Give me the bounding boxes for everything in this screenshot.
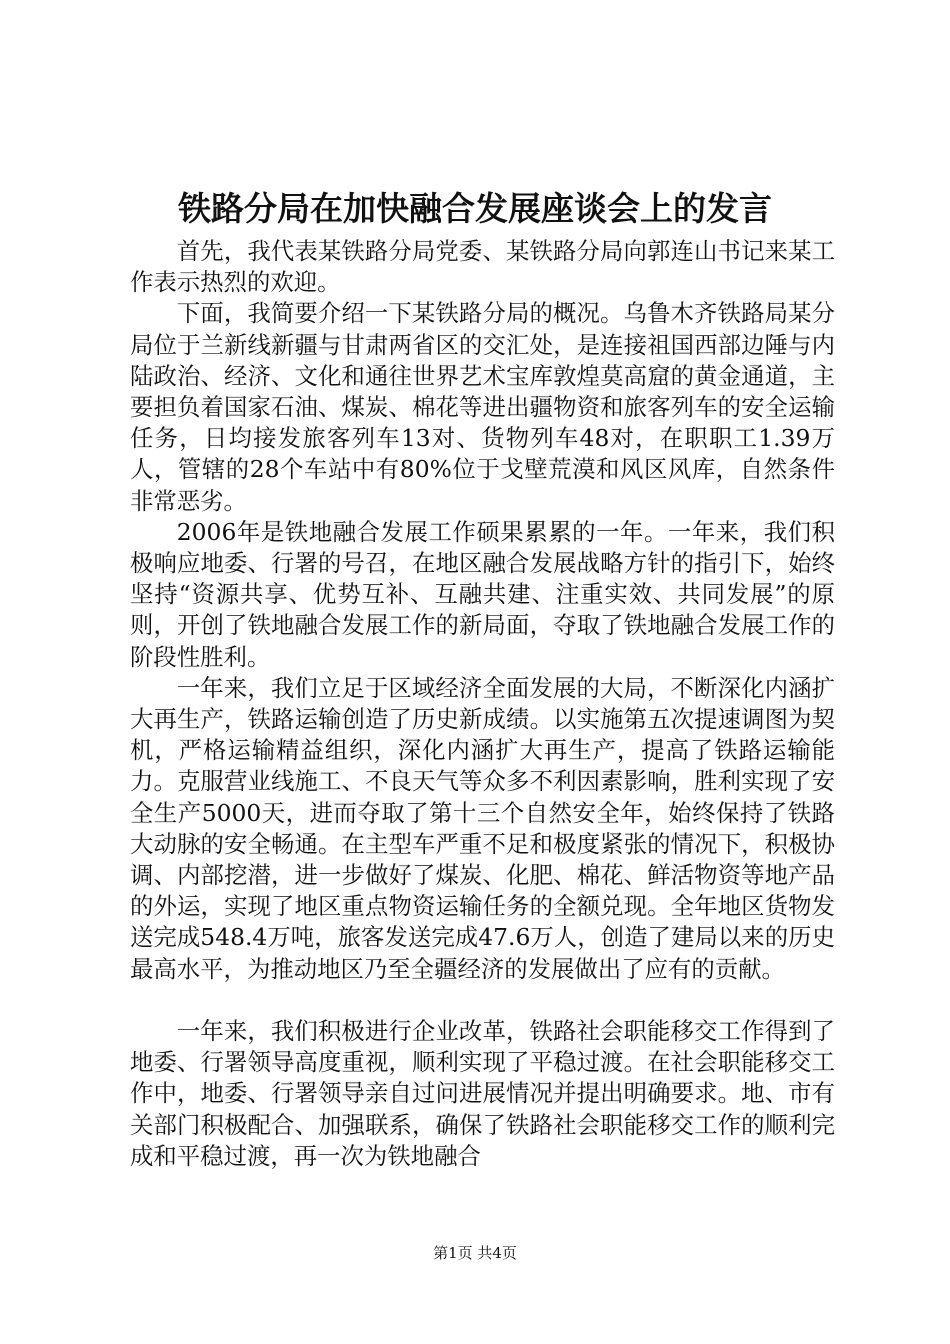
paragraph-welcome: 首先，我代表某铁路分局党委、某铁路分局向郭连山书记来某工作表示热烈的欢迎。 [130, 237, 835, 297]
page-number-footer: 第1页 共4页 [433, 1244, 517, 1262]
document-body [130, 236, 835, 1172]
document-title: 铁路分局在加快融合发展座谈会上的发言 [178, 189, 772, 228]
paragraph-transport-achievements: 一年来，我们立足于区域经济全面发展的大局，不断深化内涵扩大再生产，铁路运输创造了历史新成绩。以实施第五次提速调图为契机，严格运输精益组织，深化内涵扩大再生产，提高了铁路运输能力。克服营业线施工、不良天气等众多不利因素影响，胜利实现了安全生产5000天，进而夺取了第十三个自然安全年，始终保持了铁路大动脉的安全畅通。在主型车严重不足和极度紧张的情况下，积极协调、内部挖潜，进一步做好了煤炭、化肥、棉花、鲜活物资等地产品的外运，实现了地区重点物资运输任务的全额兑现。全年地区货物发送完成548.4万吨，旅客发送完成47.6万人，创造了建局以来的历史最高水平，为推动地区乃至全疆经济的发展做出了应有的贡献。 [130, 673, 835, 983]
paragraph-overview: 下面，我简要介绍一下某铁路分局的概况。乌鲁木齐铁路局某分局位于兰新线新疆与甘肃两省区的交汇处，是连接祖国西部边陲与内陆政治、经济、文化和通往世界艺术宝库敦煌莫高窟的黄金通道，主要担负着国家石油、煤炭、棉花等进出疆物资和旅客列车的安全运输任务，日均接发旅客列车13对、货物列车48对，在职职工1.39万人，管辖的28个车站中有80%位于戈壁荒漠和风区风库，自然条件非常恶劣。 [130, 299, 835, 515]
paragraph-enterprise-reform: 一年来，我们积极进行企业改革，铁路社会职能移交工作得到了地委、行署领导高度重视，顺利实现了平稳过渡。在社会职能移交工作中，地委、行署领导亲自过问进展情况并提出明确要求。地、市有关部门积极配合、加强联系，确保了铁路社会职能移交工作的顺利完成和平稳过渡，再一次为铁地融合 [130, 1017, 835, 1170]
paragraph-2006-summary: 2006年是铁地融合发展工作硕果累累的一年。一年来，我们积极响应地委、行署的号召，在地区融合发展战略方针的指引下，始终坚持“资源共享、优势互补、互融共建、注重实效、共同发展”的原则，开创了铁地融合发展工作的新局面，夺取了铁地融合发展工作的阶段性胜利。 [130, 517, 835, 671]
